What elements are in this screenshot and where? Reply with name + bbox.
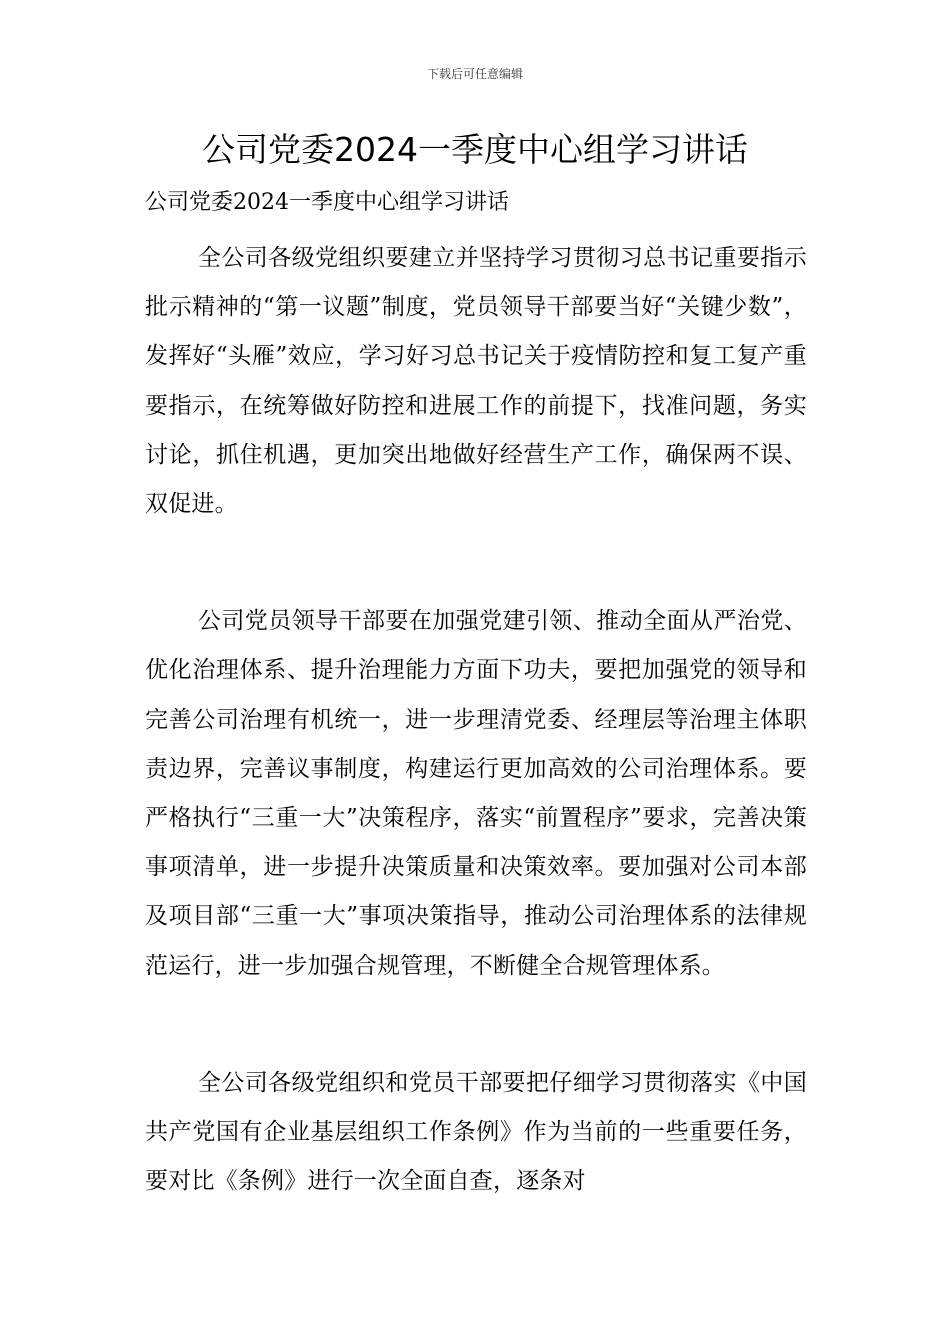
paragraph-1: 全公司各级党组织要建立并坚持学习贯彻习总书记重要指示批示精神的“第一议题”制度，党员领导干部要当好“关键少数”，发挥好“头雁”效应，学习好习总书记关于疫情防控和复工复产重要指示，在统筹做好防控和进展工作的前提下，找准问题，务实讨论，抓住机遇，更加突出地做好经营生产工作，确保两不误、双促进。 <box>145 245 807 518</box>
document-title: 公司党委2024一季度中心组学习讲话 <box>202 130 748 169</box>
paragraph-2: 公司党员领导干部要在加强党建引领、推动全面从严治党、优化治理体系、提升治理能力方面下功夫，要把加强党的领导和完善公司治理有机统一，进一步理清党委、经理层等治理主体职责边界，完善议事制度，构建运行更加高效的公司治理体系。要严格执行“三重一大”决策程序，落实“前置程序”要求，完善决策事项清单，进一步提升决策质量和决策效率。要加强对公司本部及项目部“三重一大”事项决策指导，推动公司治理体系的法律规范运行，进一步加强合规管理，不断健全合规管理体系。 <box>145 608 807 979</box>
header-note: 下载后可任意编辑 <box>426 67 523 81</box>
document-subtitle: 公司党委2024一季度中心组学习讲话 <box>145 190 509 215</box>
document-body <box>145 178 807 1206</box>
paragraph-3: 全公司各级党组织和党员干部要把仔细学习贯彻落实《中国共产党国有企业基层组织工作条例》作为当前的一些重要任务，要对比《条例》进行一次全面自查，逐条对 <box>145 1069 807 1195</box>
